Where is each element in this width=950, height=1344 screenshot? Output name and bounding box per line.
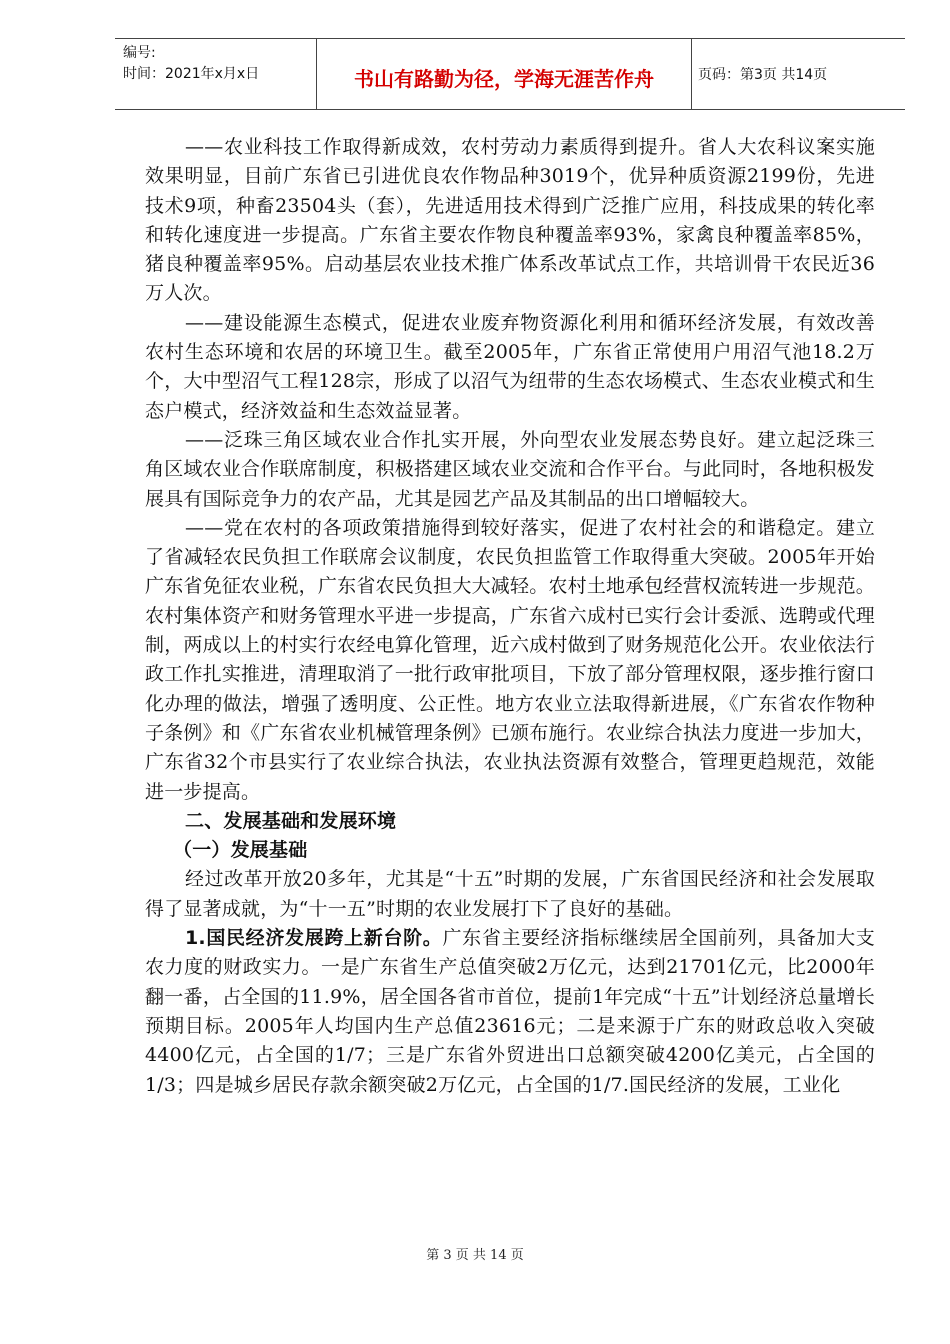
document-time-label: 时间：2021年x月x日	[123, 66, 260, 82]
document-number-label: 编号:	[123, 45, 156, 61]
paragraph-rural-policy: ——党在农村的各项政策措施得到较好落实，促进了农村社会的和谐稳定。建立了省减轻农民负担工作联席会议制度，农民负担监管工作取得重大突破。2005年开始广东省免征农业税，广东省农民负担大大减轻。农村土地承包经营权流转进一步规范。农村集体资产和财务管理水平进一步提高，广东省六成村已实行会计委派、选聘或代理制，两成以上的村实行农经电算化管理，近六成村做到了财务规范化公开。农业依法行政工作扎实推进，清理取消了一批行政审批项目，下放了部分管理权限，逐步推行窗口化办理的做法，增强了透明度、公正性。地方农业立法取得新进展，《广东省农作物种子条例》和《广东省农业机械管理条例》已颁布施行。农业综合执法力度进一步加大，广东省32个市县实行了农业综合执法，农业执法资源有效整合，管理更趋规范，效能进一步提高。	[145, 516, 875, 803]
paragraph-development-basis: 经过改革开放20多年，尤其是“十五”时期的发展，广东省国民经济和社会发展取得了显著成就，为“十一五”时期的农业发展打下了良好的基础。	[145, 868, 875, 920]
paragraph-agri-tech: ——农业科技工作取得新成效，农村劳动力素质得到提升。省人大农科议案实施效果明显，目前广东省已引进优良农作物品种3019个，优异种质资源2199份，先进技术9项，种畜23504头（套），先进适用技术得到广泛推广应用，科技成果的转化率和转化速度进一步提高。广东省主要农作物良种覆盖率93%，家禽良种覆盖率85%，猪良种覆盖率95%。启动基层农业技术推广体系改革试点工作，共培训骨干农民近36万人次。	[145, 136, 875, 305]
paragraph-economy	[145, 924, 875, 1100]
header-page-label: 页码：第3页 共14页	[698, 67, 828, 83]
document-body	[145, 133, 875, 1100]
subsection-heading: （一）发展基础	[173, 839, 308, 862]
paragraph-pearl-river-cooperation: ——泛珠三角区域农业合作扎实开展，外向型农业发展态势良好。建立起泛珠三角区域农业合作联席制度，积极搭建区域农业交流和合作平台。与此同时，各地积极发展具有国际竞争力的农产品，尤其是园艺产品及其制品的出口增幅较大。	[145, 428, 875, 510]
header-motto-cell	[316, 39, 692, 109]
header-motto: 书山有路勤为径，学海无涯苦作舟	[354, 67, 654, 91]
paragraph-energy-ecology: ——建设能源生态模式，促进农业废弃物资源化利用和循环经济发展，有效改善农村生态环境和农居的环境卫生。截至2005年，广东省正常使用户用沼气池18.2万个，大中型沼气工程128宗，形成了以沼气为纽带的生态农场模式、生态农业模式和生态户模式，经济效益和生态效益显著。	[145, 311, 875, 422]
header-page-cell	[692, 39, 905, 109]
page-footer: 第 3 页 共 14 页	[426, 1248, 524, 1263]
paragraph-economy-lead: 1.国民经济发展跨上新台阶。	[185, 927, 443, 950]
paragraph-economy-text: 广东省主要经济指标继续居全国前列，具备加大支农力度的财政实力。一是广东省生产总值突破2万亿元，达到21701亿元，比2000年翻一番，占全国的11.9%，居全国各省市首位，提前1年完成“十五”计划经济总量增长预期目标。2005年人均国内生产总值23616元；二是来源于广东的财政总收入突破4400亿元，占全国的1/7；三是广东省外贸进出口总额突破4200亿美元，占全国的1/3；四是城乡居民存款余额突破2万亿元，占全国的1/7.国民经济的发展，工业化	[145, 927, 875, 1096]
section-heading: 二、发展基础和发展环境	[185, 809, 397, 832]
document-header	[115, 38, 905, 110]
header-info-cell	[115, 39, 316, 109]
